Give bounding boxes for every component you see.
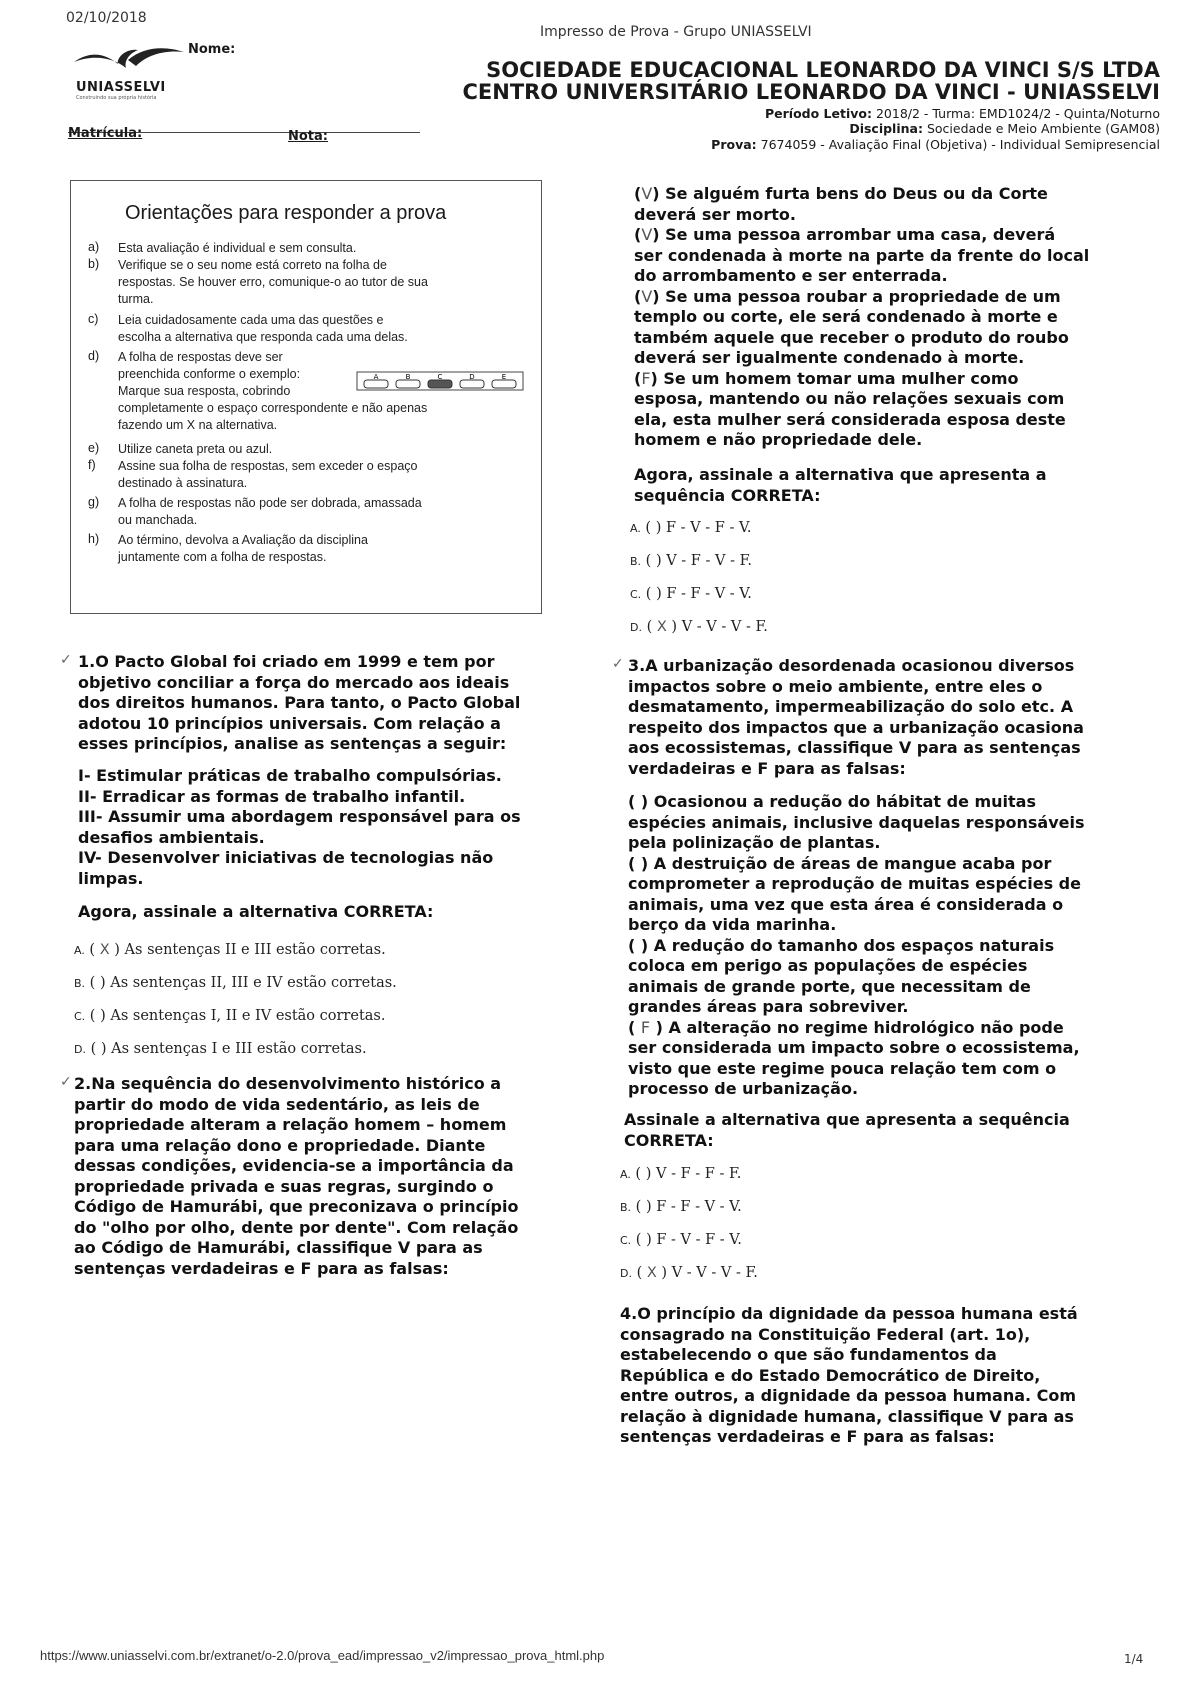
guideline-letter: c) bbox=[88, 312, 99, 326]
guideline-e: Utilize caneta preta ou azul. bbox=[118, 442, 273, 456]
guideline-b-3: turma. bbox=[118, 292, 154, 306]
guideline-letter: a) bbox=[88, 240, 100, 254]
print-title: Impresso de Prova - Grupo UNIASSELVI bbox=[540, 24, 812, 40]
question-1-text: 1.O Pacto Global foi criado em 1999 e tem por objetivo conciliar a força do mercado aos ideais dos direitos humanos. Para tanto, o Pacto Global adotou 10 princípios universais. Com relação a esses princípios, analise as sentenças a seguir: bbox=[78, 652, 521, 753]
bubble-letter: C bbox=[437, 373, 443, 381]
guideline-a: Esta avaliação é individual e sem consulta. bbox=[118, 241, 357, 255]
nota-label: Nota: bbox=[288, 129, 328, 144]
guideline-h-1: Ao término, devolva a Avaliação da disciplina bbox=[118, 533, 368, 547]
guideline-d-2: preenchida conforme o exemplo: bbox=[118, 367, 301, 381]
logo-slogan: Construindo sua própria história bbox=[76, 95, 157, 101]
guideline-f-2: destinado à assinatura. bbox=[118, 476, 248, 490]
question-2-prompt: Agora, assinale a alternativa que apresenta a sequência CORRETA: bbox=[634, 465, 1047, 505]
bubble-letter: D bbox=[469, 373, 475, 381]
question-2-option-d[interactable]: D. ( X ) V - V - V - F. bbox=[630, 619, 768, 635]
guideline-letter: b) bbox=[88, 257, 100, 271]
periodo-value: 2018/2 - Turma: EMD1024/2 - Quinta/Noturno bbox=[875, 106, 1160, 121]
answer-example-bubbles bbox=[356, 368, 524, 392]
bubble-letter: B bbox=[405, 373, 411, 381]
question-3-prompt: Assinale a alternativa que apresenta a sequência CORRETA: bbox=[624, 1110, 1070, 1150]
guideline-g-1: A folha de respostas não pode ser dobrada, amassada bbox=[118, 496, 422, 510]
guideline-b-1: Verifique se o seu nome está correto na folha de bbox=[118, 258, 387, 272]
check-mark-icon: ✓ bbox=[60, 1074, 72, 1090]
guideline-letter: h) bbox=[88, 532, 100, 546]
question-1-option-a[interactable]: A. ( X ) As sentenças II e III estão corretas. bbox=[74, 942, 386, 958]
page-number: 1/4 bbox=[1124, 1652, 1144, 1666]
guideline-g-2: ou manchada. bbox=[118, 513, 198, 527]
question-3-option-b[interactable]: B. ( ) F - F - V - V. bbox=[620, 1199, 742, 1215]
guideline-h-2: juntamente com a folha de respostas. bbox=[118, 550, 327, 564]
guideline-f-1: Assine sua folha de respostas, sem exceder o espaço bbox=[118, 459, 418, 473]
question-3-text: 3.A urbanização desordenada ocasionou diversos impactos sobre o meio ambiente, entre eles o desmatamento, impermeabilização do solo etc. A respeito dos impactos que a urbanização ocasiona aos ecossistemas, classifique V para as sentenças verdadeiras e F para as falsas: bbox=[628, 656, 1084, 778]
prova-label: Prova: bbox=[711, 137, 757, 152]
question-3-option-d[interactable]: D. ( X ) V - V - V - F. bbox=[620, 1265, 758, 1281]
periodo-label: Período Letivo: bbox=[764, 106, 872, 121]
institution-line-2: CENTRO UNIVERSITÁRIO LEONARDO DA VINCI - UNIASSELVI bbox=[462, 80, 1160, 104]
print-date: 02/10/2018 bbox=[66, 10, 147, 26]
guideline-letter: d) bbox=[88, 349, 100, 363]
prova-line bbox=[711, 137, 1160, 152]
matricula-label: Matrícula: bbox=[68, 126, 143, 141]
periodo-line bbox=[765, 106, 1160, 121]
question-1-option-c[interactable]: C. ( ) As sentenças I, II e IV estão corretas. bbox=[74, 1008, 386, 1024]
footer-url: https://www.uniasselvi.com.br/extranet/o-2.0/prova_ead/impressao_v2/impressao_prova_html.php bbox=[40, 1648, 605, 1663]
name-label: Nome: bbox=[188, 42, 236, 57]
check-mark-icon: ✓ bbox=[60, 652, 72, 668]
institution-line-1: SOCIEDADE EDUCACIONAL LEONARDO DA VINCI S/S LTDA bbox=[486, 58, 1160, 82]
guideline-b-2: respostas. Se houver erro, comunique-o ao tutor de sua bbox=[118, 275, 428, 289]
question-1-option-d[interactable]: D. ( ) As sentenças I e III estão corretas. bbox=[74, 1041, 367, 1057]
prova-value: 7674059 - Avaliação Final (Objetiva) - Individual Semipresencial bbox=[760, 137, 1160, 152]
guideline-d-3: Marque sua resposta, cobrindo bbox=[118, 384, 291, 398]
check-mark-icon: ✓ bbox=[612, 656, 624, 672]
guideline-letter: f) bbox=[88, 458, 96, 472]
guideline-d-5: fazendo um X na alternativa. bbox=[118, 418, 278, 432]
disciplina-line bbox=[849, 121, 1160, 136]
guideline-c-2: escolha a alternativa que responda cada uma delas. bbox=[118, 330, 408, 344]
question-2-option-a[interactable]: A. ( ) F - V - F - V. bbox=[630, 520, 752, 536]
question-2-text: 2.Na sequência do desenvolvimento histórico a partir do modo de vida sedentário, as leis de propriedade alteram a relação homem – homem para uma relação dono e propriedade. Diante dessas condições, evidencia-se a importância da propriedade privada e suas regras, surgindo o Código de Hamurábi, que preconizava o princípio do "olho por olho, dente por dente". Com relação ao Código de Hamurábi, classifique V para as sentenças verdadeiras e F para as falsas: bbox=[74, 1074, 519, 1278]
bubble-letter: A bbox=[373, 373, 379, 381]
guideline-letter: e) bbox=[88, 441, 100, 455]
bubble-letter: E bbox=[501, 373, 507, 381]
guidelines-title: Orientações para responder a prova bbox=[125, 202, 447, 224]
guideline-letter: g) bbox=[88, 495, 100, 509]
question-3-option-c[interactable]: C. ( ) F - V - F - V. bbox=[620, 1232, 742, 1248]
question-1-option-b[interactable]: B. ( ) As sentenças II, III e IV estão corretas. bbox=[74, 975, 397, 991]
question-1-sentences: I- Estimular práticas de trabalho compulsórias. II- Erradicar as formas de trabalho infantil. III- Assumir uma abordagem responsável para os desafios ambientais. IV- Desenvolver iniciativas de tecnologias não limpas. bbox=[78, 766, 521, 888]
disciplina-value: Sociedade e Meio Ambiente (GAM08) bbox=[926, 121, 1160, 136]
question-2-option-b[interactable]: B. ( ) V - F - V - F. bbox=[630, 553, 752, 569]
logo-text: UNIASSELVI bbox=[76, 80, 166, 95]
question-4-text: 4.O princípio da dignidade da pessoa humana está consagrado na Constituição Federal (art. 1o), estabelecendo o que são fundamentos da República e do Estado Democrático de Direito, entre outros, a dignidade da pessoa humana. Com relação à dignidade humana, classifique V para as sentenças verdadeiras e F para as falsas: bbox=[620, 1304, 1078, 1446]
guideline-d-4: completamente o espaço correspondente e não apenas bbox=[118, 401, 428, 415]
question-2-statements: (V) Se alguém furta bens do Deus ou da Corte deverá ser morto. (V) Se uma pessoa arrombar uma casa, deverá ser condenada à morte na parte da frente do local do arrombamento e ser enterrada. (V) Se uma pessoa roubar a propriedade de um templo ou corte, ele será condenado à morte e também aquele que receber o produto do roubo deverá ser igualmente condenado à morte. (F) Se um homem tomar uma mulher como esposa, mantendo ou não relações sexuais com ela, esta mulher será considerada esposa deste homem e não propriedade dele. bbox=[634, 184, 1090, 449]
guideline-d-1: A folha de respostas deve ser bbox=[118, 350, 283, 364]
disciplina-label: Disciplina: bbox=[849, 121, 923, 136]
guideline-c-1: Leia cuidadosamente cada uma das questões e bbox=[118, 313, 384, 327]
question-1-prompt: Agora, assinale a alternativa CORRETA: bbox=[78, 902, 434, 921]
question-3-statements: ( ) Ocasionou a redução do hábitat de muitas espécies animais, inclusive daquelas responsáveis pela polinização de plantas. ( ) A destruição de áreas de mangue acaba por comprometer a reprodução de muitas espécies de animais, uma vez que esta área é considerada o berço da vida marinha. ( ) A redução do tamanho dos espaços naturais coloca em perigo as populações de espécies animais de grande porte, que necessitam de grandes áreas para sobreviver. ( F ) A alteração no regime hidrológico não pode ser considerada um impacto sobre o ecossistema, visto que este regime pouca relação tem com o processo de urbanização. bbox=[628, 792, 1085, 1098]
question-3-option-a[interactable]: A. ( ) V - F - F - F. bbox=[620, 1166, 742, 1182]
question-2-option-c[interactable]: C. ( ) F - F - V - V. bbox=[630, 586, 752, 602]
